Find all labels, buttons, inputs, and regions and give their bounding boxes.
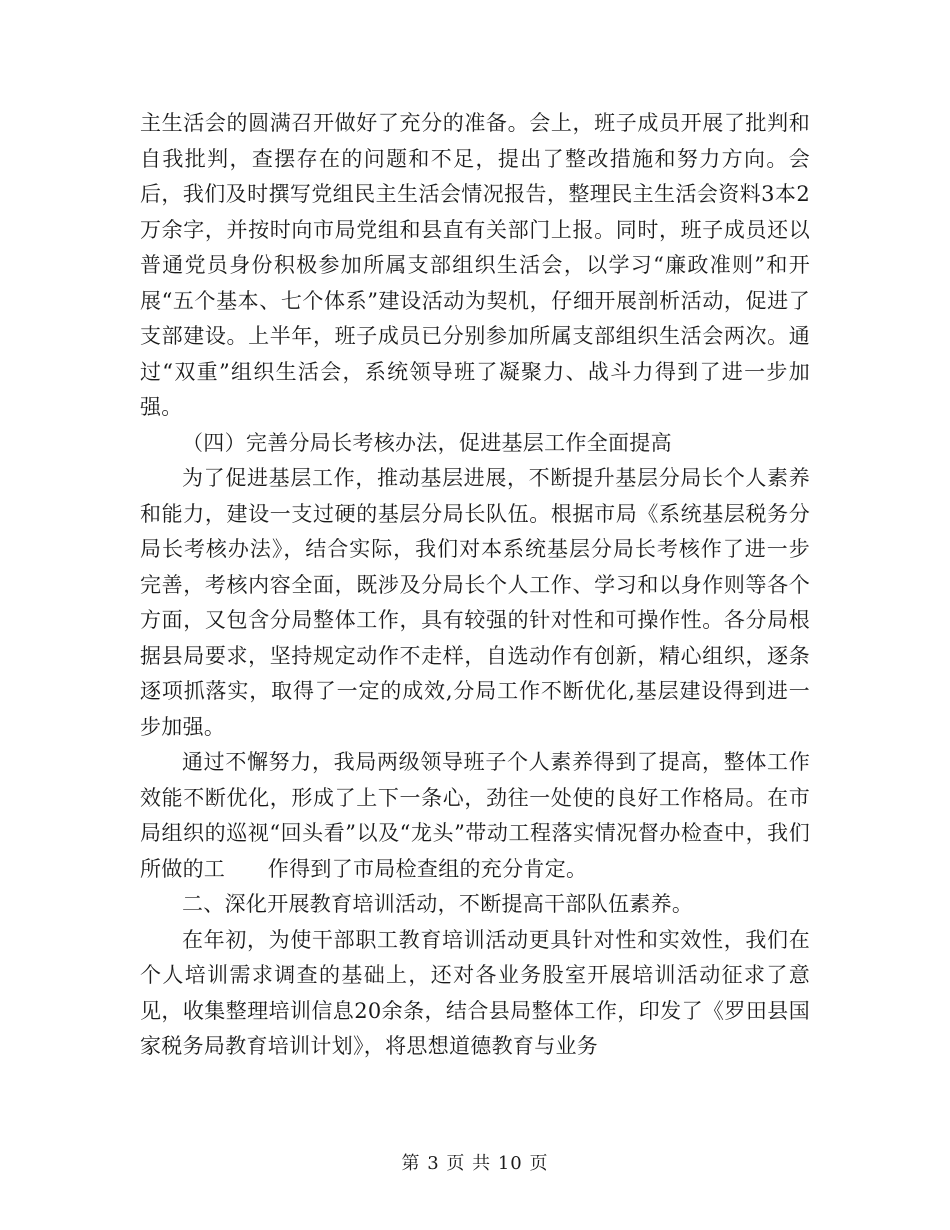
section-heading-4: （四）完善分局长考核办法，促进基层工作全面提高 — [182, 430, 672, 455]
section-heading-2: 二、深化开展教育培训活动，不断提高干部队伍素养。 — [182, 892, 694, 916]
paragraph-results: 通过不懈努力，我局两级领导班子个人素养得到了提高，整体工作效能不断优化，形成了上下一条心，劲往一处使的良好工作格局。在市局组织的巡视“回头看”以及“龙头”带动工程落实情况督办检查中，我们所做的工 作得到了市局检查组的充分肯定。 — [140, 750, 810, 881]
paragraph-continuation: 主生活会的圆满召开做好了充分的准备。会上，班子成员开展了批判和自我批判，查摆存在的问题和不足，提出了整改措施和努力方向。会后，我们及时撰写党组民主生活会情况报告，整理民主生活会资料3本2万余字，并按时向市局党组和县直有关部门上报。同时，班子成员还以普通党员身份积极参加所属支部组织生活会，以学习“廉政准则”和开展“五个基本、七个体系”建设活动为契机，仔细开展剖析活动，促进了支部建设。上半年，班子成员已分别参加所属支部组织生活会两次。通过“双重”组织生活会，系统领导班了凝聚力、战斗力得到了进一步加强。 — [140, 111, 810, 419]
paragraph-training: 在年初，为使干部职工教育培训活动更具针对性和实效性，我们在个人培训需求调查的基础上，还对各业务股室开展培训活动征求了意见，收集整理培训信息20余条，结合县局整体工作，印发了《罗田县国家税务局教育培训计划》，将思想道德教育与业务 — [140, 927, 810, 1058]
paragraph-assessment: 为了促进基层工作，推动基层进展，不断提升基层分局长个人素养和能力，建设一支过硬的基层分局长队伍。根据市局《系统基层税务分局长考核办法》，结合实际，我们对本系统基层分局长考核作了进一步完善，考核内容全面，既涉及分局长个人工作、学习和以身作则等各个方面，又包含分局整体工作，具有较强的针对性和可操作性。各分局根据县局要求，坚持规定动作不走样，自选动作有创新，精心组织，逐条逐项抓落实，取得了一定的成效,分局工作不断优化,基层建设得到进一步加强。 — [140, 466, 810, 739]
document-body — [140, 106, 810, 1065]
page-footer: 第 3 页 共 10 页 — [401, 1153, 549, 1174]
